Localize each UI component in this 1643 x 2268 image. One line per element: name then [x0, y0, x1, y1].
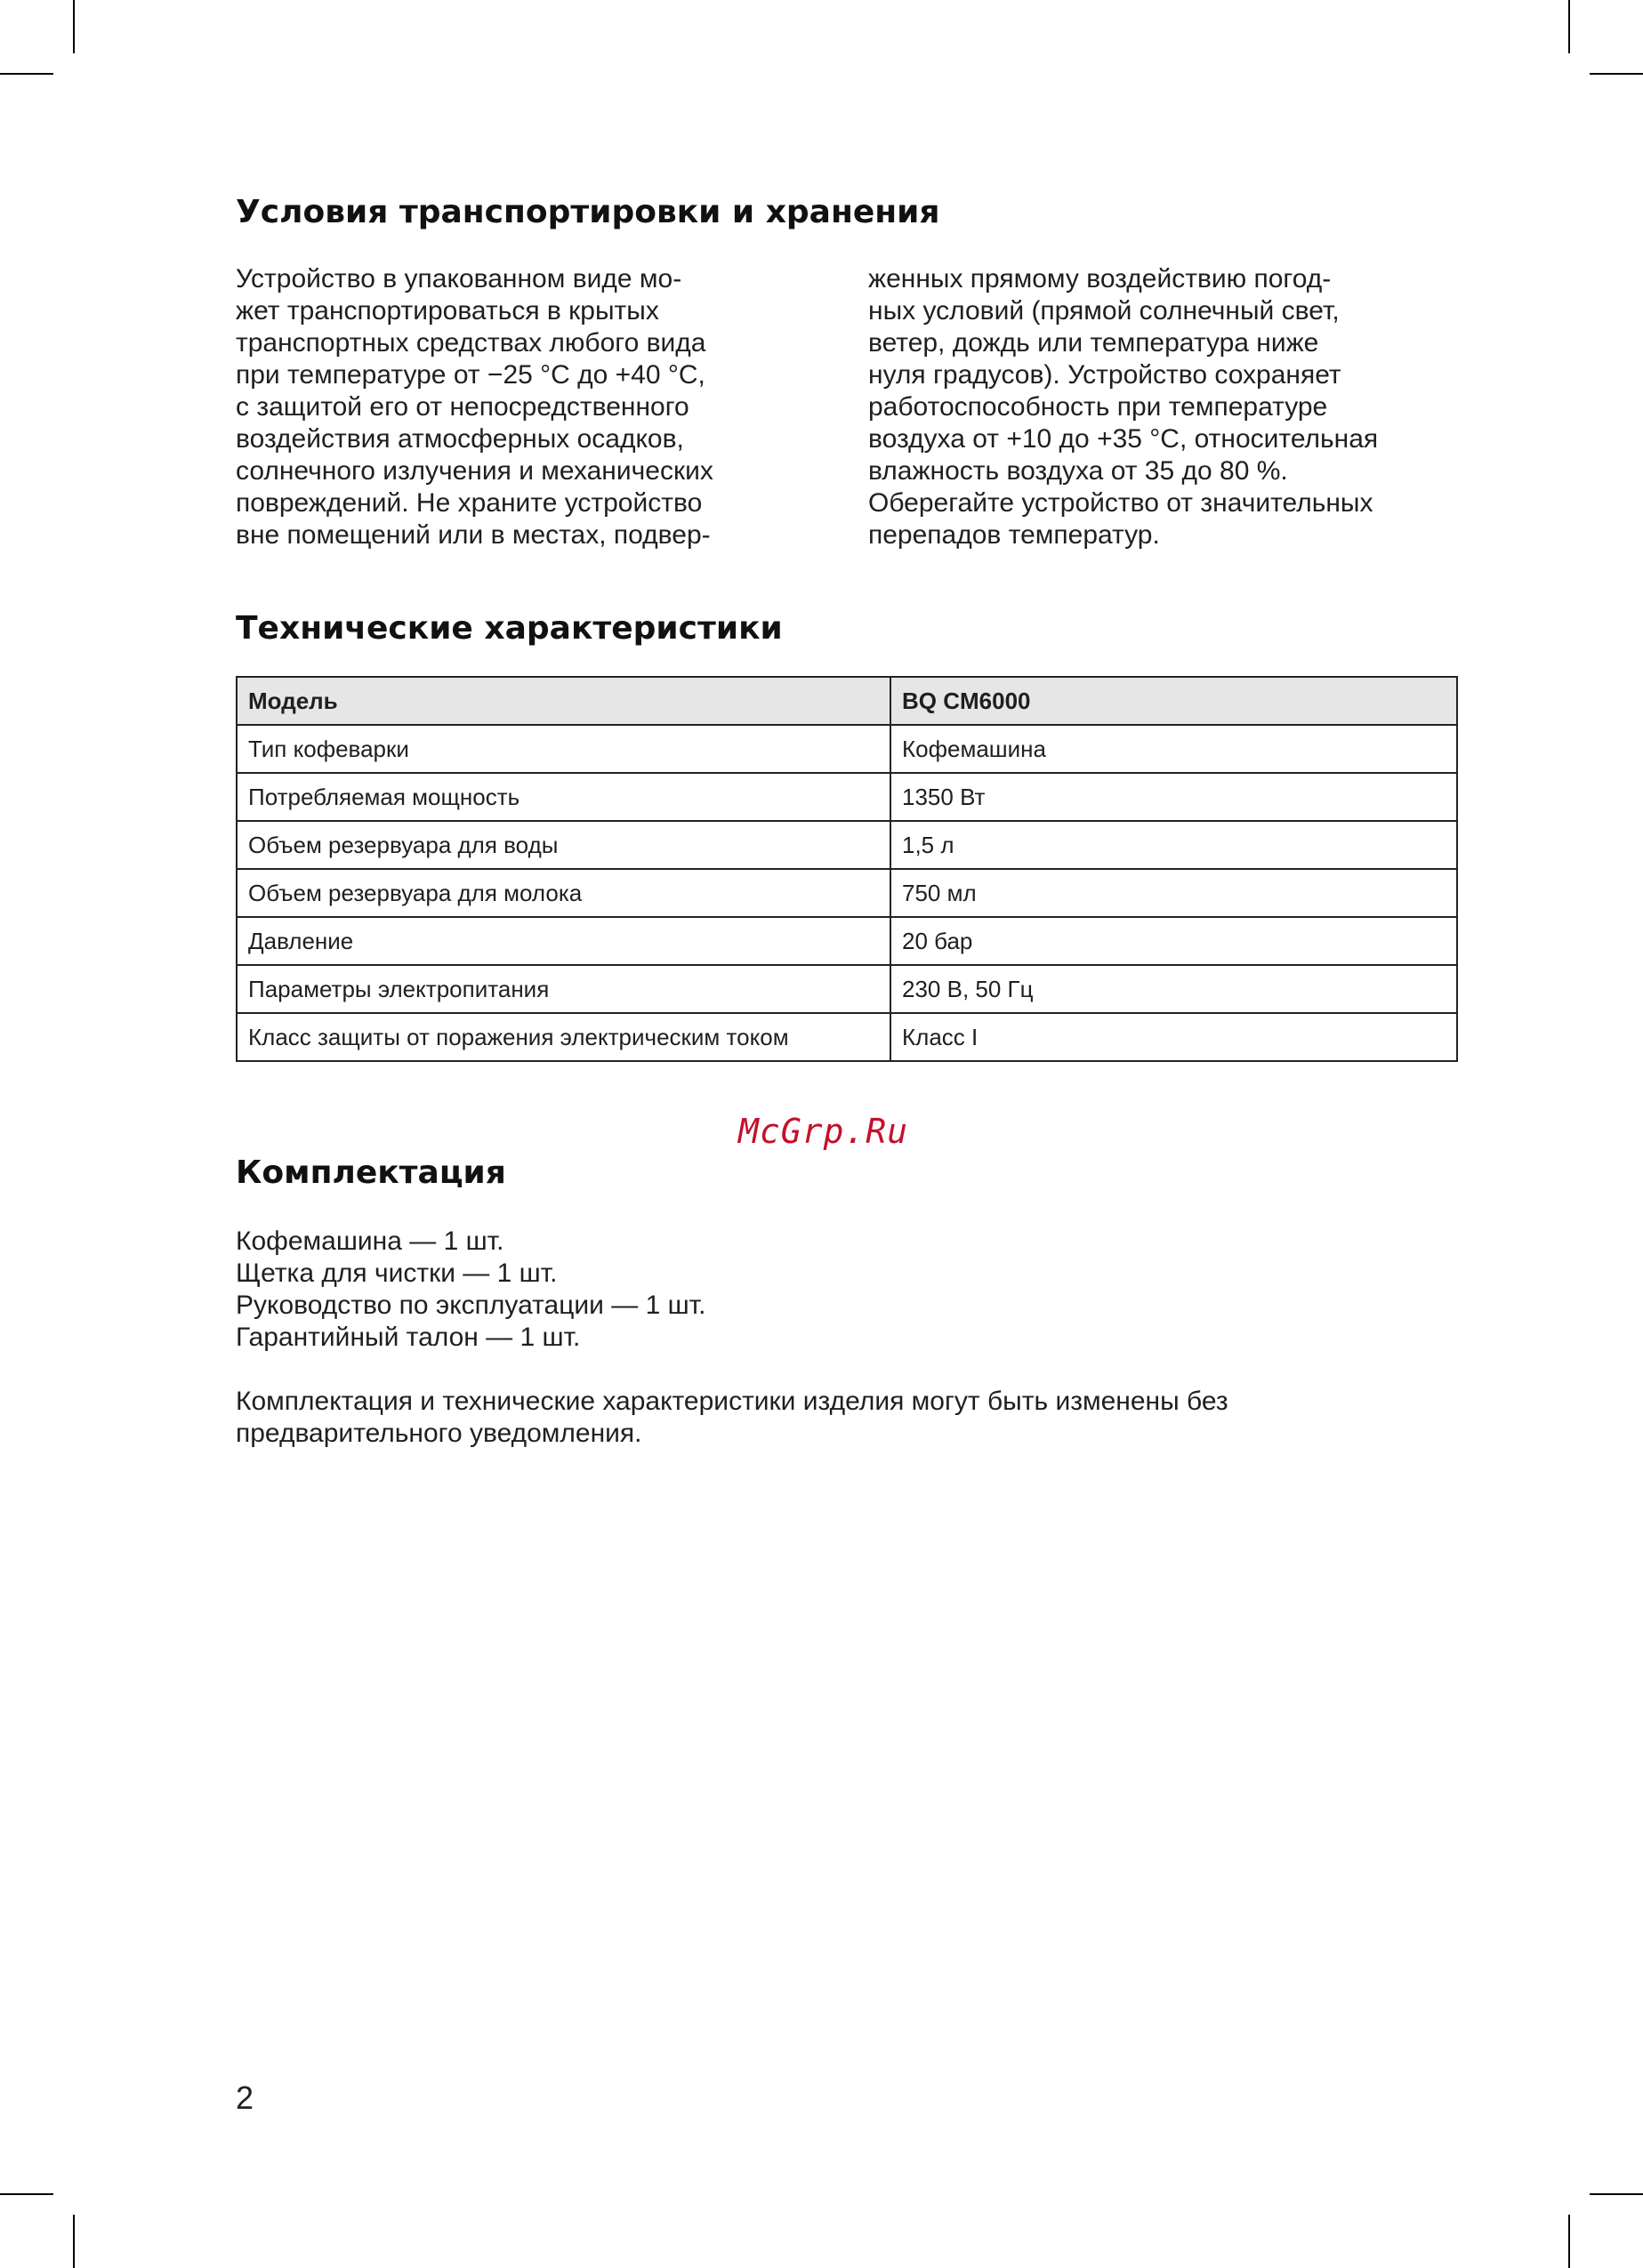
list-item: Гарантийный талон — 1 шт.	[236, 1323, 581, 1352]
package-note	[236, 1386, 1228, 1450]
value-cell: 230 В, 50 Гц	[890, 965, 1457, 1013]
text-line: ных условий (прямой солнечный свет,	[868, 296, 1340, 326]
text-line: с защитой его от непосредственного	[236, 392, 689, 422]
specs-table	[236, 676, 1458, 1062]
transport-text-left	[236, 263, 713, 551]
table-row	[237, 917, 1457, 965]
text-line: жет транспортироваться в крытых	[236, 296, 659, 326]
param-cell: Класс защиты от поражения электрическим током	[237, 1013, 890, 1061]
param-cell: Тип кофеварки	[237, 725, 890, 773]
text-line: нуля градусов). Устройство сохраняет	[868, 360, 1341, 390]
text-line: вне помещений или в местах, подвер-	[236, 520, 711, 550]
value-cell: 20 бар	[890, 917, 1457, 965]
text-line: перепадов температур.	[868, 520, 1160, 550]
crop-mark	[1568, 0, 1570, 53]
crop-mark	[0, 2193, 53, 2195]
list-item: Руководство по эксплуатации — 1 шт.	[236, 1291, 706, 1320]
transport-text-right	[868, 263, 1378, 551]
text-line: повреждений. Не храните устройство	[236, 488, 703, 518]
watermark: McGrp.Ru	[738, 1112, 909, 1151]
text-line: воздуха от +10 до +35 °C, относительная	[868, 424, 1379, 454]
param-cell: Параметры электропитания	[237, 965, 890, 1013]
text-line: Комплектация и технические характеристики изделия могут быть изменены без	[236, 1387, 1228, 1416]
crop-mark	[1590, 2193, 1643, 2195]
table-row	[237, 821, 1457, 869]
text-line: влажность воздуха от 35 до 80 %.	[868, 456, 1288, 486]
param-cell: Давление	[237, 917, 890, 965]
transport-heading: Условия транспортировки и хранения	[236, 194, 940, 230]
table-header-row	[237, 677, 1457, 725]
package-list	[236, 1226, 705, 1354]
text-line: женных прямому воздействию погод-	[868, 264, 1332, 294]
header-cell-param: Модель	[237, 677, 890, 725]
text-line: ветер, дождь или температура ниже	[868, 328, 1319, 358]
text-line: солнечного излучения и механических	[236, 456, 713, 486]
list-item: Кофемашина — 1 шт.	[236, 1226, 504, 1256]
crop-mark	[1568, 2215, 1570, 2268]
value-cell: Кофемашина	[890, 725, 1457, 773]
text-line: воздействия атмосферных осадков,	[236, 424, 684, 454]
table-row	[237, 773, 1457, 821]
header-cell-value: BQ CM6000	[890, 677, 1457, 725]
table-row	[237, 869, 1457, 917]
value-cell: Класс I	[890, 1013, 1457, 1061]
param-cell: Потребляемая мощность	[237, 773, 890, 821]
text-line: Оберегайте устройство от значительных	[868, 488, 1373, 518]
page-number: 2	[236, 2079, 254, 2116]
text-line: предварительного уведомления.	[236, 1419, 642, 1448]
text-line: при температуре от −25 °C до +40 °C,	[236, 360, 705, 390]
list-item: Щетка для чистки — 1 шт.	[236, 1259, 558, 1288]
crop-mark	[0, 73, 53, 75]
value-cell: 750 мл	[890, 869, 1457, 917]
param-cell: Объем резервуара для воды	[237, 821, 890, 869]
table-row	[237, 1013, 1457, 1061]
specs-heading: Технические характеристики	[236, 610, 783, 647]
package-heading: Комплектация	[236, 1154, 506, 1191]
param-cell: Объем резервуара для молока	[237, 869, 890, 917]
text-line: Устройство в упакованном виде мо-	[236, 264, 682, 294]
value-cell: 1350 Вт	[890, 773, 1457, 821]
table-row	[237, 725, 1457, 773]
crop-mark	[73, 2215, 75, 2268]
crop-mark	[1590, 73, 1643, 75]
text-line: работоспособность при температуре	[868, 392, 1328, 422]
text-line: транспортных средствах любого вида	[236, 328, 706, 358]
value-cell: 1,5 л	[890, 821, 1457, 869]
crop-mark	[73, 0, 75, 53]
table-row	[237, 965, 1457, 1013]
